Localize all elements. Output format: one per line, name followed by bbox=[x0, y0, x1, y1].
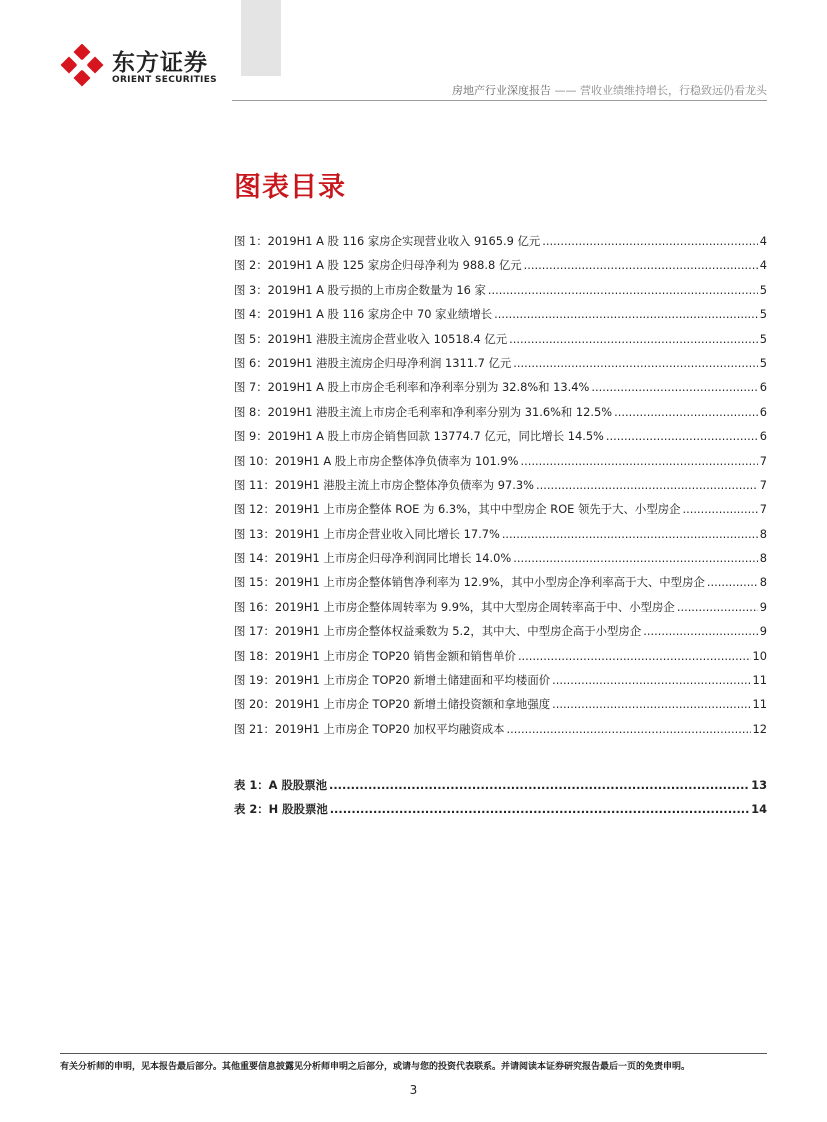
toc-entry[interactable] bbox=[234, 329, 767, 353]
toc-entry-label: 图 10：2019H1 A 股上市房企整体净负债率为 101.9% bbox=[234, 453, 519, 468]
toc-entry-label: 表 1：A 股股票池 bbox=[234, 778, 328, 792]
toc-dot-leader bbox=[513, 548, 758, 568]
toc-entry-page: 6 bbox=[759, 380, 767, 395]
toc-entry-label: 图 5：2019H1 港股主流房企营业收入 10518.4 亿元 bbox=[234, 331, 508, 346]
brand-name-cn: 东方证券 bbox=[112, 50, 208, 76]
toc-dot-leader bbox=[524, 255, 758, 275]
toc-entry[interactable] bbox=[234, 597, 767, 621]
toc-entry-label: 图 17：2019H1 上市房企整体权益乘数为 5.2，其中大、中型房企高于小型房企 bbox=[234, 624, 642, 639]
toc-entry-page: 11 bbox=[752, 697, 767, 712]
toc-dot-leader bbox=[542, 231, 757, 251]
orient-securities-logo-icon bbox=[60, 44, 104, 88]
table-toc-list bbox=[234, 775, 767, 824]
toc-entry-label: 图 13：2019H1 上市房企营业收入同比增长 17.7% bbox=[234, 526, 500, 541]
toc-entry-page: 6 bbox=[759, 404, 767, 419]
toc-dot-leader bbox=[707, 572, 758, 592]
toc-entry[interactable] bbox=[234, 799, 767, 823]
toc-entry[interactable] bbox=[234, 572, 767, 596]
toc-entry-page: 5 bbox=[759, 331, 767, 346]
toc-entry-page: 4 bbox=[759, 258, 767, 273]
toc-dot-leader bbox=[520, 451, 757, 471]
toc-dot-leader bbox=[643, 621, 758, 641]
toc-entry-label: 图 2：2019H1 A 股 125 家房企归母净利为 988.8 亿元 bbox=[234, 258, 522, 273]
toc-entry-page: 4 bbox=[759, 234, 767, 248]
toc-entry[interactable] bbox=[234, 280, 767, 304]
toc-dot-leader bbox=[683, 499, 758, 519]
toc-entry-page: 5 bbox=[759, 282, 767, 297]
footer-disclaimer: 有关分析师的申明，见本报告最后部分。其他重要信息披露见分析师申明之后部分，或请与您的投资代表联系。并请阅读本证券研究报告最后一页的免责申明。 bbox=[60, 1062, 691, 1072]
toc-entry[interactable] bbox=[234, 670, 767, 694]
toc-entry-page: 6 bbox=[759, 429, 767, 444]
toc-entry-label: 表 2：H 股股票池 bbox=[234, 802, 328, 817]
toc-entry-page: 7 bbox=[759, 502, 767, 517]
toc-entry[interactable] bbox=[234, 646, 767, 670]
toc-entry-label: 图 15：2019H1 上市房企整体销售净利率为 12.9%，其中小型房企净利率高于大、中型房企 bbox=[234, 575, 705, 590]
header-divider bbox=[232, 100, 767, 101]
toc-entry[interactable] bbox=[234, 304, 767, 328]
header-gray-block bbox=[241, 0, 281, 76]
toc-entry-page: 9 bbox=[759, 624, 767, 639]
toc-entry-label: 图 19：2019H1 上市房企 TOP20 新增土储建面和平均楼面价 bbox=[234, 673, 551, 688]
toc-entry[interactable] bbox=[234, 377, 767, 401]
toc-entry-label: 图 4：2019H1 A 股 116 家房企中 70 家业绩增长 bbox=[234, 307, 493, 322]
toc-entry[interactable] bbox=[234, 524, 767, 548]
toc-entry[interactable] bbox=[234, 719, 767, 743]
toc-dot-leader bbox=[488, 280, 758, 300]
toc-entry[interactable] bbox=[234, 775, 767, 799]
toc-dot-leader bbox=[509, 329, 758, 349]
toc-entry-label: 图 8：2019H1 港股主流上市房企毛利率和净利率分别为 31.6%和 12.5% bbox=[234, 404, 613, 419]
company-logo bbox=[60, 44, 232, 92]
toc-entry-label: 图 3：2019H1 A 股亏损的上市房企数量为 16 家 bbox=[234, 282, 486, 297]
toc-dot-leader bbox=[494, 304, 758, 324]
toc-dot-leader bbox=[329, 775, 749, 795]
toc-entry-label: 图 6：2019H1 港股主流房企归母净利润 1311.7 亿元 bbox=[234, 355, 512, 370]
page-number: 3 bbox=[409, 1083, 418, 1097]
toc-entry-label: 图 11：2019H1 港股主流上市房企整体净负债率为 97.3% bbox=[234, 477, 534, 492]
toc-entry[interactable] bbox=[234, 426, 767, 450]
toc-entry-page: 13 bbox=[751, 778, 767, 792]
toc-entry-label: 图 21：2019H1 上市房企 TOP20 加权平均融资成本 bbox=[234, 721, 505, 736]
toc-entry[interactable] bbox=[234, 451, 767, 475]
footer-divider bbox=[60, 1053, 767, 1054]
report-subtitle: 营收业绩维持增长，行稳致远仍看龙头 bbox=[580, 84, 767, 97]
toc-entry[interactable] bbox=[234, 621, 767, 645]
toc-entry-page: 7 bbox=[759, 477, 767, 492]
toc-entry-page: 8 bbox=[759, 526, 767, 541]
toc-entry-label: 图 20：2019H1 上市房企 TOP20 新增土储投资额和拿地强度 bbox=[234, 697, 551, 712]
toc-entry[interactable] bbox=[234, 548, 767, 572]
toc-entry-page: 12 bbox=[752, 721, 767, 736]
toc-entry-label: 图 16：2019H1 上市房企整体周转率为 9.9%，其中大型房企周转率高于中、小型房企 bbox=[234, 599, 675, 614]
brand-name-en: ORIENT SECURITIES bbox=[112, 75, 217, 85]
toc-dot-leader bbox=[536, 475, 758, 495]
toc-entry[interactable] bbox=[234, 475, 767, 499]
toc-entry[interactable] bbox=[234, 402, 767, 426]
toc-dot-leader bbox=[552, 670, 750, 690]
toc-entry-page: 9 bbox=[759, 599, 767, 614]
toc-dot-leader bbox=[502, 524, 758, 544]
figure-toc-list bbox=[234, 231, 767, 743]
toc-entry-label: 图 14：2019H1 上市房企归母净利润同比增长 14.0% bbox=[234, 551, 512, 566]
toc-dot-leader bbox=[677, 597, 758, 617]
toc-dot-leader bbox=[591, 377, 757, 397]
report-type: 房地产行业深度报告 bbox=[452, 84, 551, 97]
toc-dot-leader bbox=[614, 402, 758, 422]
header-separator: —— bbox=[551, 84, 580, 97]
toc-dot-leader bbox=[507, 719, 751, 739]
toc-dot-leader bbox=[552, 694, 750, 714]
toc-dot-leader bbox=[518, 646, 751, 666]
toc-entry[interactable] bbox=[234, 255, 767, 279]
toc-entry-page: 11 bbox=[752, 673, 767, 688]
toc-entry-page: 14 bbox=[751, 802, 767, 817]
toc-entry[interactable] bbox=[234, 694, 767, 718]
toc-entry-label: 图 9：2019H1 A 股上市房企销售回款 13774.7 亿元，同比增长 14.5% bbox=[234, 429, 604, 444]
toc-entry-page: 8 bbox=[759, 551, 767, 566]
toc-entry-page: 8 bbox=[759, 575, 767, 590]
page-title: 图表目录 bbox=[234, 172, 346, 203]
toc-entry-page: 5 bbox=[759, 307, 767, 322]
toc-entry-page: 5 bbox=[759, 355, 767, 370]
toc-dot-leader bbox=[330, 799, 749, 819]
toc-entry[interactable] bbox=[234, 499, 767, 523]
toc-entry[interactable] bbox=[234, 353, 767, 377]
report-header bbox=[452, 82, 767, 98]
toc-entry-label: 图 12：2019H1 上市房企整体 ROE 为 6.3%，其中中型房企 ROE 领先于大、小型房企 bbox=[234, 502, 681, 517]
toc-entry[interactable] bbox=[234, 231, 767, 255]
toc-entry-label: 图 1：2019H1 A 股 116 家房企实现营业收入 9165.9 亿元 bbox=[234, 234, 541, 248]
toc-dot-leader bbox=[606, 426, 758, 446]
toc-dot-leader bbox=[513, 353, 758, 373]
toc-entry-label: 图 18：2019H1 上市房企 TOP20 销售金额和销售单价 bbox=[234, 648, 516, 663]
toc-entry-page: 10 bbox=[752, 648, 767, 663]
toc-entry-label: 图 7：2019H1 A 股上市房企毛利率和净利率分别为 32.8%和 13.4% bbox=[234, 380, 590, 395]
toc-entry-page: 7 bbox=[759, 453, 767, 468]
